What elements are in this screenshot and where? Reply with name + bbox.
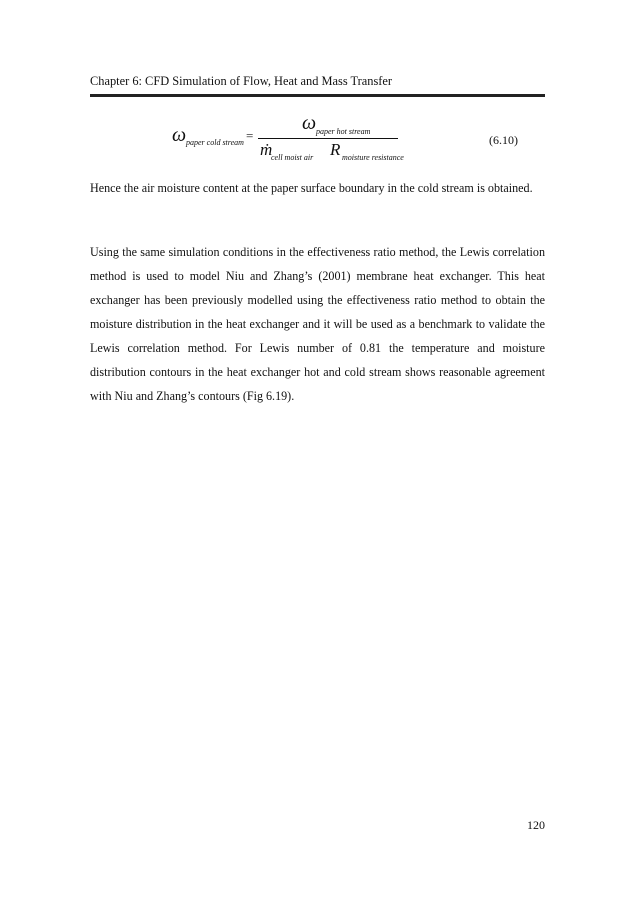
page-number: 120 xyxy=(527,818,545,832)
numerator-subscript: paper hot stream xyxy=(316,127,371,136)
lhs-omega: ω xyxy=(172,124,187,146)
denominator-R: R xyxy=(330,140,341,159)
running-header: Chapter 6: CFD Simulation of Flow, Heat and Mass Transfer xyxy=(90,74,393,88)
lhs-subscript: paper cold stream xyxy=(186,138,244,147)
equation-number: (6.10) xyxy=(489,133,518,147)
denominator-mdot: ṁ xyxy=(260,140,273,159)
equation-6-10 xyxy=(0,0,638,200)
denominator-m-subscript: cell moist air xyxy=(271,153,314,162)
equals-sign: = xyxy=(246,128,254,143)
paragraph-1: Hence the air moisture content at the paper surface boundary in the cold stream is obtained. xyxy=(90,181,533,195)
denominator-R-subscript: moisture resistance xyxy=(342,153,404,162)
paragraph-2: Using the same simulation conditions in the effectiveness ratio method, the Lewis correlation method is used to model Niu and Zhang’s (2001) membrane heat exchanger. This heat exchanger has been previously modelled using the effectiveness ratio method to obtain the moisture distribution in the heat exchanger and it will be used as a benchmark to validate the Lewis correlation method. For Lewis number of 0.81 the temperature and moisture distribution contours in the heat exchanger hot and cold stream shows reasonable agreement with Niu and Zhang’s contours (Fig 6.19). xyxy=(90,245,545,403)
fraction-bar xyxy=(258,138,398,139)
numerator-omega: ω xyxy=(302,112,317,134)
